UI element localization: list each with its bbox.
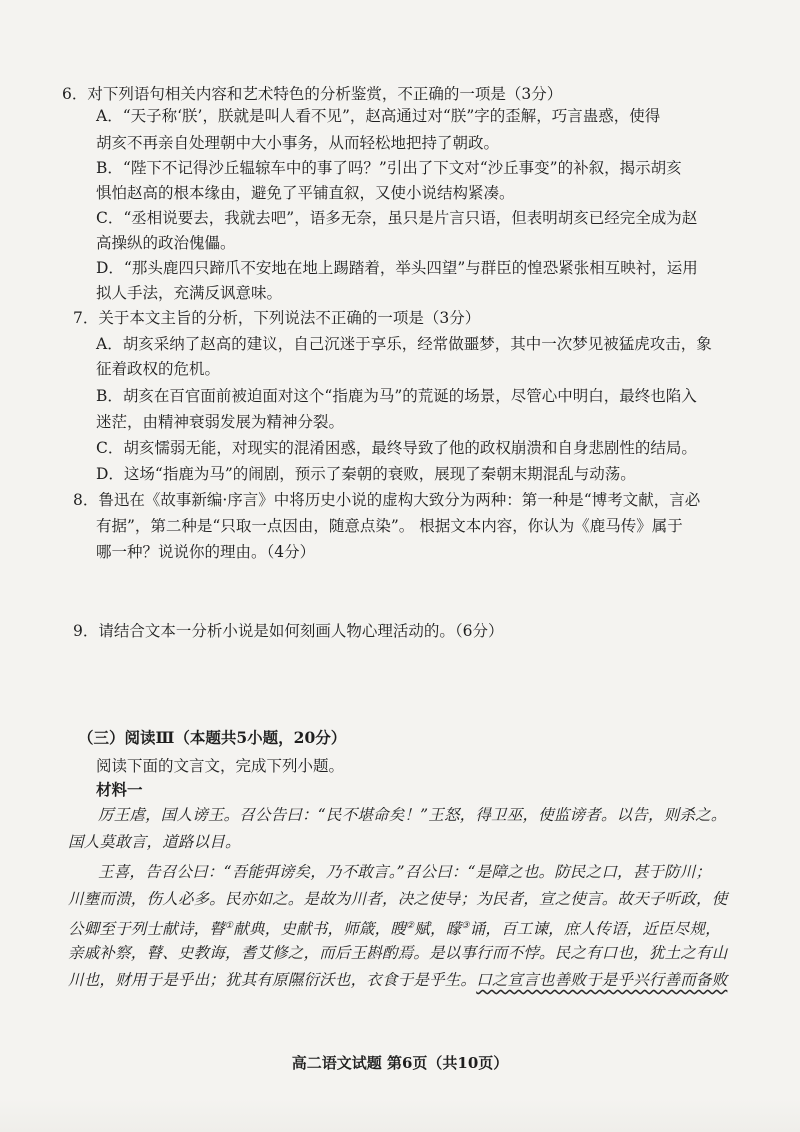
passage-p2-line5 <box>68 970 727 990</box>
passage-p2-line1: 王喜，告召公曰：“吾能弭谤矣，乃不敢言。”召公曰：“是障之也。防民之口，甚于防川； <box>98 863 712 881</box>
q6-option-b-line2: 惧怕赵高的根本缘由，避免了平铺直叙，又使小说结构紧凑。 <box>96 184 515 202</box>
q6-option-a-line1: A．“天子称‘朕’，朕就是叫人看不见”，赵高通过对“朕”字的歪解，巧言蛊惑，使得 <box>96 107 661 125</box>
q7-option-b-line1: B．胡亥在百官面前被迫面对这个“指鹿为马”的荒诞的场景，尽管心中明白，最终也陷入 <box>96 387 697 405</box>
q6-option-b-line1: B．“陛下不记得沙丘辒辌车中的事了吗？”引出了下文对“沙丘事变”的补叙，揭示胡亥 <box>96 159 682 177</box>
material-title: 材料一 <box>96 780 143 799</box>
section-instruction: 阅读下面的文言文，完成下列小题。 <box>96 757 345 775</box>
q8-stem-line3: 哪一种？说说你的理由。（4分） <box>96 543 316 561</box>
q7-option-a-line1: A．胡亥采纳了赵高的建议，自己沉迷于享乐，经常做噩梦，其中一次梦见被猛虎攻击，象 <box>96 335 712 353</box>
q9-stem: 9．请结合文本一分析小说是如何刻画人物心理活动的。（6分） <box>73 622 504 640</box>
q6-option-c-line2: 高操纵的政治傀儡。 <box>96 234 236 252</box>
q8-stem-line1: 8．鲁迅在《故事新编·序言》中将历史小说的虚构大致分为两种：第一种是“博考文献，言必 <box>73 491 701 509</box>
passage-p2-line3-part-a: 公卿至于列士献诗，瞽 <box>68 920 226 939</box>
q6-option-d-line2: 拟人手法，充满反讽意味。 <box>96 284 283 302</box>
footnote-mark-2: ② <box>406 921 415 931</box>
q7-option-c: C．胡亥懦弱无能，对现实的混淆困惑，最终导致了他的政权崩溃和自身悲剧性的结局。 <box>96 439 697 457</box>
q7-stem: 7．关于本文主旨的分析，下列说法不正确的一项是（3分） <box>73 309 481 327</box>
scan-bottom-edge <box>0 1098 800 1132</box>
section-heading: （三）阅读Ⅲ（本题共5小题，20分） <box>78 728 347 747</box>
passage-p2-line3-part-d: 诵，百工谏，庶人传语，近臣尽规， <box>469 920 721 939</box>
footnote-mark-3: ③ <box>461 921 470 931</box>
q7-option-d: D．这场“指鹿为马”的闹剧，预示了秦朝的衰败，展现了秦朝末期混乱与动荡。 <box>96 465 636 483</box>
passage-p2-line2: 川壅而溃，伤人必多。民亦如之。是故为川者，决之使导；为民者，宣之使言。故天子听政，使 <box>68 890 728 908</box>
q6-option-c-line1: C．“丞相说要去，我就去吧”，语多无奈，虽只是片言只语，但表明胡亥已经完全成为赵 <box>96 209 698 227</box>
footnote-mark-1: ① <box>225 921 234 931</box>
passage-p2-line4: 亲戚补察，瞽、史教诲，耆艾修之，而后王斟酌焉。是以事行而不悖。民之有口也，犹土之有山 <box>68 944 728 962</box>
q7-option-b-line2: 迷茫，由精神衰弱发展为精神分裂。 <box>96 413 345 431</box>
passage-p2-line3-part-b: 献典，史献书，师箴，瞍 <box>233 920 406 939</box>
page-footer: 高二语文试题 第6页（共10页） <box>291 1054 509 1072</box>
passage-p1-line1: 厉王虐，国人谤王。召公告曰：“民不堪命矣！”王怒，得卫巫，使监谤者。以告，则杀之。 <box>98 806 727 824</box>
passage-p2-line3 <box>68 916 721 939</box>
wavy-underlined-sentence: 口之宣言也善败于是乎兴行善而备败 <box>476 971 728 989</box>
q7-option-a-line2: 征着政权的危机。 <box>96 360 221 378</box>
q6-stem: 6．对下列语句相关内容和艺术特色的分析鉴赏，不正确的一项是（3分） <box>62 85 563 103</box>
q6-option-a-line2: 胡亥不再亲自处理朝中大小事务，从而轻松地把持了朝政。 <box>96 134 500 152</box>
passage-p2-line3-part-c: 赋，矇 <box>414 920 462 939</box>
q8-stem-line2: 有据”，第二种是“只取一点因由，随意点染”。 根据文本内容，你认为《鹿马传》属于 <box>96 517 683 535</box>
passage-p1-line2: 国人莫敢言，道路以目。 <box>68 833 241 851</box>
q6-option-d-line1: D．“那头鹿四只蹄爪不安地在地上踢踏着，举头四望”与群臣的惶恐紧张相互映衬，运用 <box>96 259 698 277</box>
passage-p2-line5-part-a: 川也，财用于是乎出；犹其有原隰衍沃也，衣食于是乎生。 <box>68 971 477 989</box>
